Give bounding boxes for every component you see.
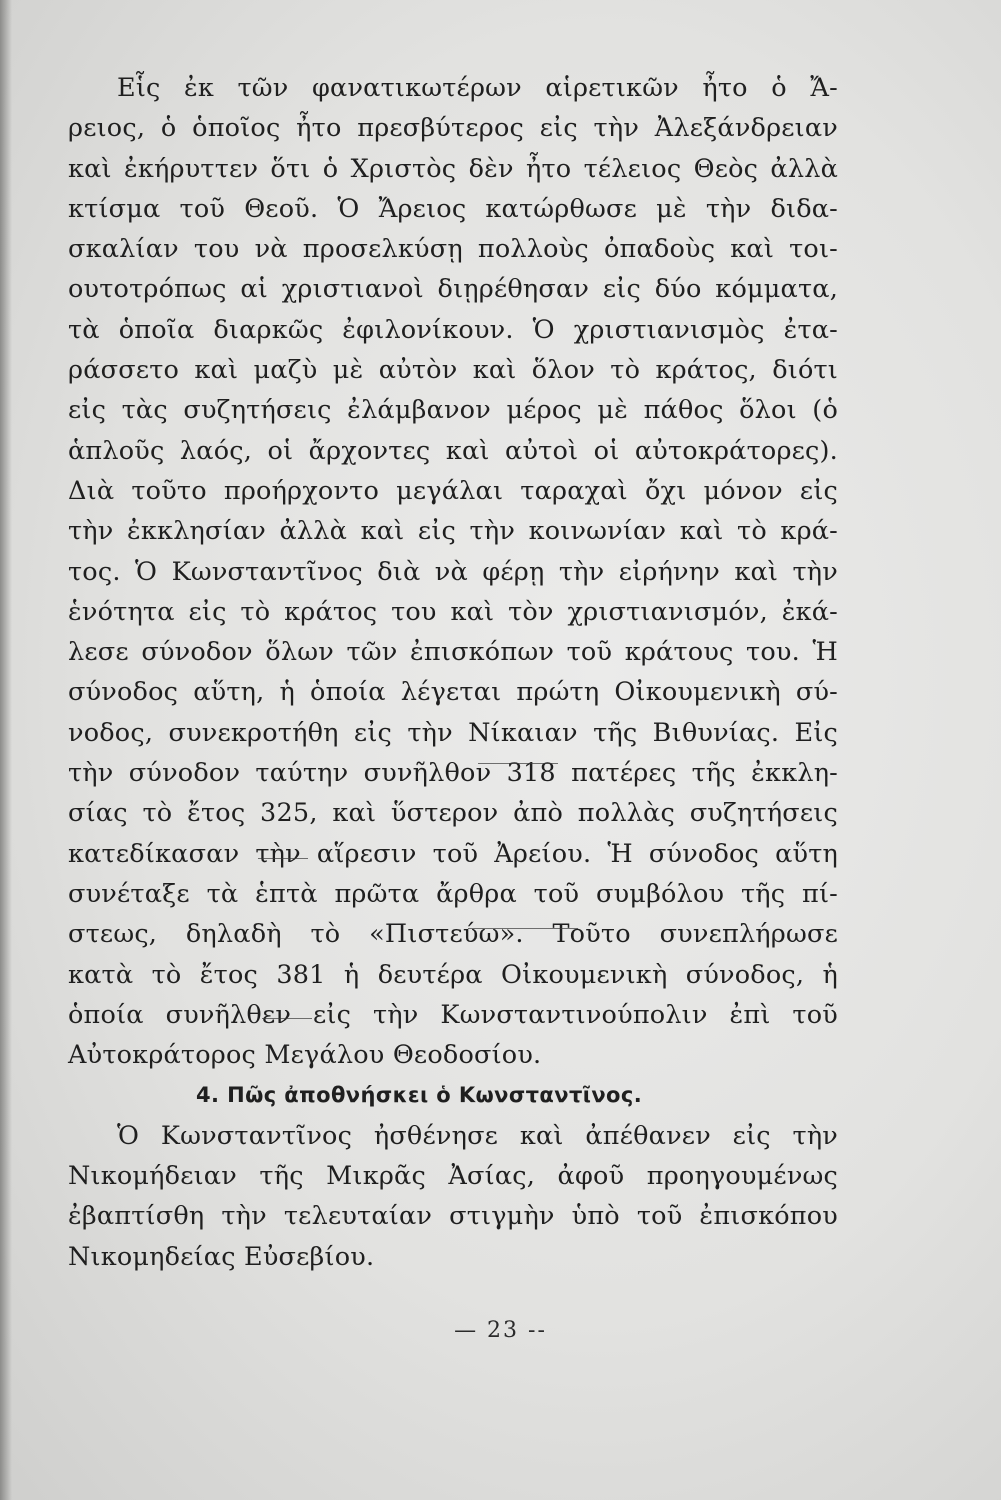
text-line: ουτοτρόπως αἱ χριστιανοὶ διῃρέθησαν εἰς δύο κόμματα,	[68, 274, 838, 305]
text-line: σίας τὸ ἔτος 325, καὶ ὕστερον ἀπὸ πολλὰς συζητήσεις	[68, 798, 838, 829]
text-line: συνέταξε τὰ ἑπτὰ πρῶτα ἄρθρα τοῦ συμβόλου τῆς πί-	[68, 878, 838, 909]
text-line: τος. Ὁ Κωνσταντῖνος διὰ νὰ φέρῃ τὴν εἰρήνην καὶ τὴν	[68, 556, 838, 587]
text-line: κατὰ τὸ ἔτος 381 ἡ δευτέρα Οἰκουμενικὴ σύνοδος, ἡ	[68, 959, 838, 990]
text-line: κτίσμα τοῦ Θεοῦ. Ὁ Ἄρειος κατώρθωσε μὲ τὴν διδα-	[68, 193, 838, 224]
text-line: ρειος, ὁ ὁποῖος ἦτο πρεσβύτερος εἰς τὴν Ἀλεξάνδρειαν	[68, 113, 838, 144]
body-text	[68, 68, 838, 1277]
section-heading: 4. Πῶς ἀποθνήσκει ὁ Κωνσταντῖνος.	[196, 1083, 643, 1108]
text-line: τὴν σύνοδον ταύτην συνῆλθον 318 πατέρες τῆς ἐκκλη-	[68, 758, 838, 789]
text-line: σύνοδος αὕτη, ἡ ὁποία λέγεται πρώτη Οἰκουμενικὴ σύ-	[68, 677, 838, 708]
page-edge-shadow	[0, 0, 12, 1500]
text-line: εἰς τὰς συζητήσεις ἐλάμβανον μέρος μὲ πάθος ὅλοι (ὁ	[68, 395, 838, 426]
text-line: Ὁ Κωνσταντῖνος ἠσθένησε καὶ ἀπέθανεν εἰς τὴν	[117, 1120, 838, 1151]
text-line: ἁπλοῦς λαός, οἱ ἄρχοντες καὶ αὐτοὶ οἱ αὐτοκράτορες).	[68, 435, 838, 466]
text-line: Νικομήδειαν τῆς Μικρᾶς Ἀσίας, ἀφοῦ προηγουμένως	[68, 1161, 838, 1192]
text-line: νοδος, συνεκροτήθη εἰς τὴν Νίκαιαν τῆς Βιθυνίας. Εἰς	[68, 717, 838, 748]
text-line-last: Νικομηδείας Εὐσεβίου.	[68, 1241, 375, 1272]
text-line: σκαλίαν του νὰ προσελκύσῃ πολλοὺς ὀπαδοὺς καὶ τοι-	[68, 234, 838, 265]
text-line: ἐβαπτίσθη τὴν τελευταίαν στιγμὴν ὑπὸ τοῦ ἐπισκόπου	[68, 1201, 838, 1232]
text-line: καὶ ἐκήρυττεν ὅτι ὁ Χριστὸς δὲν ἦτο τέλειος Θεὸς ἀλλὰ	[68, 153, 838, 184]
pencil-underline-mark	[258, 858, 308, 859]
text-line: ἑνότητα εἰς τὸ κράτος του καὶ τὸν χριστιανισμόν, ἐκά-	[68, 596, 838, 627]
text-line: Εἷς ἐκ τῶν φανατικωτέρων αἱρετικῶν ἦτο ὁ Ἄ-	[117, 73, 838, 103]
text-line: τὰ ὁποῖα διαρκῶς ἐφιλονίκουν. Ὁ χριστιανισμὸς ἐτα-	[68, 314, 838, 345]
text-line: κατεδίκασαν τὴν αἵρεσιν τοῦ Ἀρείου. Ἡ σύνοδος αὕτη	[68, 838, 838, 869]
text-line: στεως, δηλαδὴ τὸ «Πιστεύω». Τοῦτο συνεπλήρωσε	[68, 919, 838, 950]
text-line: ράσσετο καὶ μαζὺ μὲ αὐτὸν καὶ ὅλον τὸ κράτος, διότι	[68, 355, 838, 386]
pencil-underline-mark	[468, 928, 578, 929]
pencil-underline-mark	[262, 1018, 312, 1019]
text-line: Διὰ τοῦτο προήρχοντο μεγάλαι ταραχαὶ ὄχι μόνον εἰς	[68, 475, 838, 506]
text-line-last: Αὐτοκράτορος Μεγάλου Θεοδοσίου.	[68, 1040, 542, 1071]
text-line: ὁποία συνῆλθεν εἰς τὴν Κωνσταντινούπολιν ἐπὶ τοῦ	[68, 999, 838, 1030]
pencil-underline-mark	[478, 763, 558, 764]
text-line: τὴν ἐκκλησίαν ἀλλὰ καὶ εἰς τὴν κοινωνίαν καὶ τὸ κρά-	[68, 516, 838, 547]
page-number: — 23 --	[454, 1318, 547, 1343]
text-line: λεσε σύνοδον ὅλων τῶν ἐπισκόπων τοῦ κράτους του. Ἡ	[68, 637, 838, 668]
